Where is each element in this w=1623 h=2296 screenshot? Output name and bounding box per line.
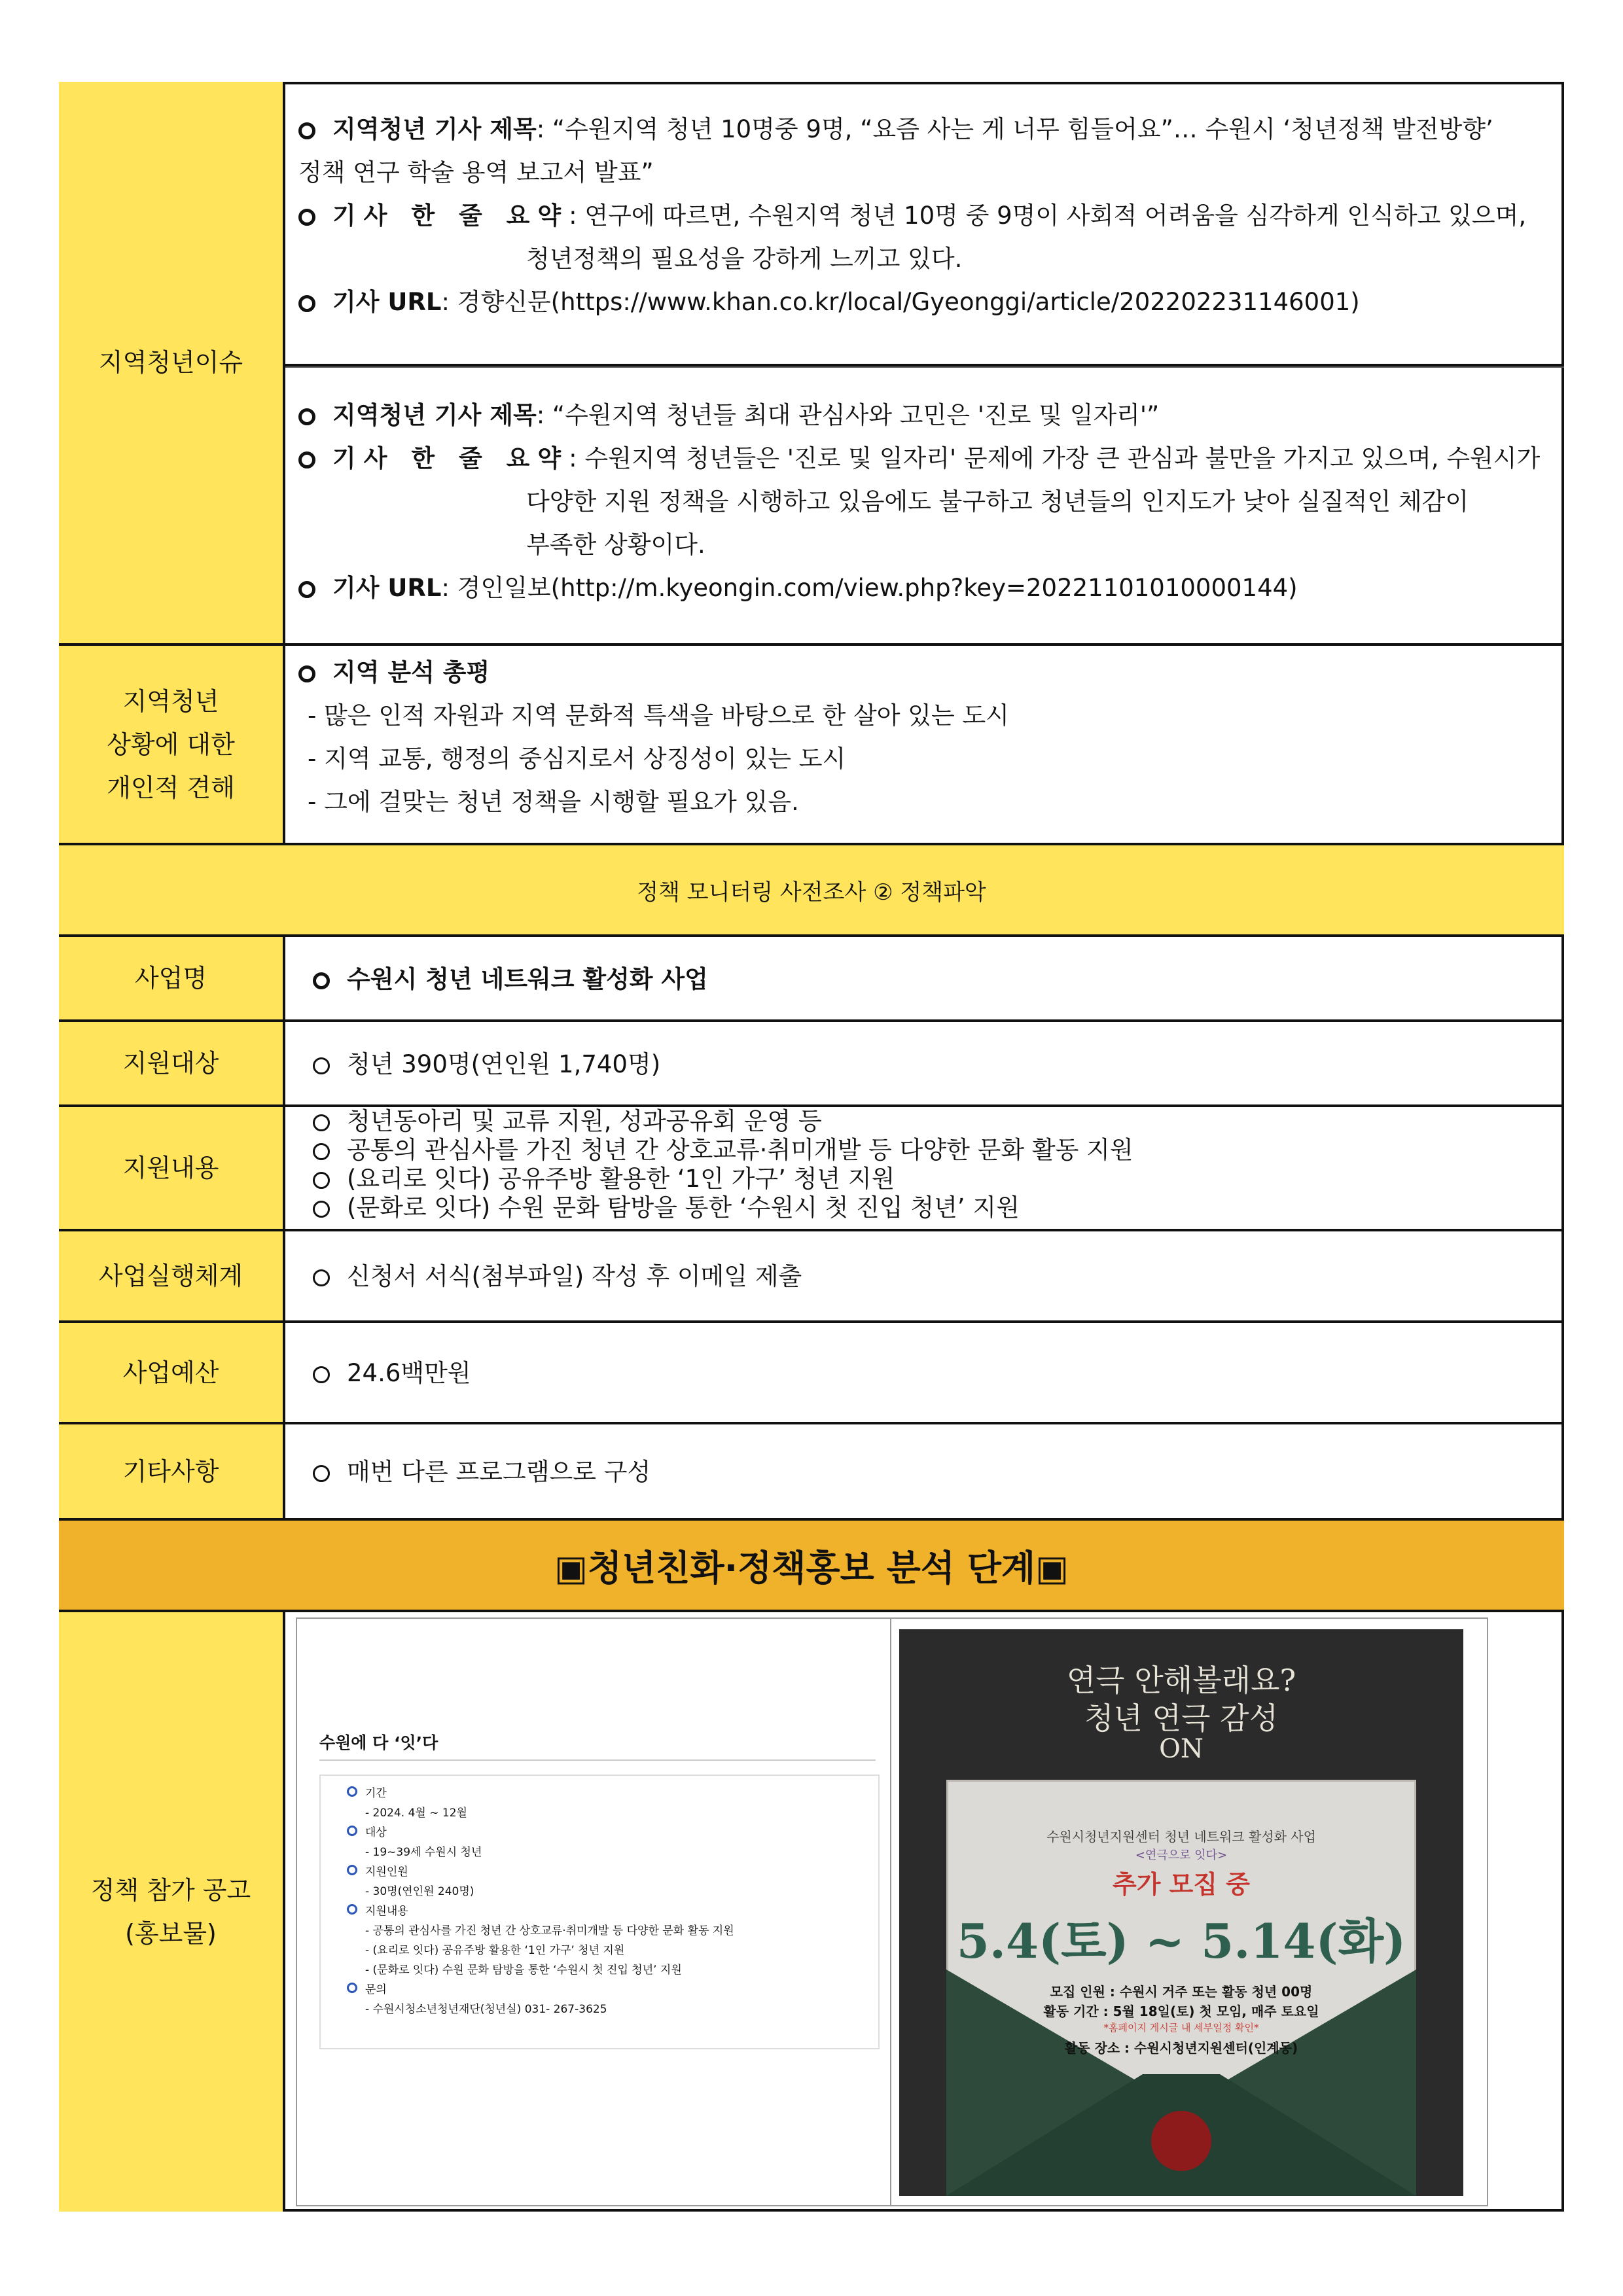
etc-label-cell [59,1424,285,1521]
notice-title: 수원에 다 ‘잇’다 [319,1733,438,1752]
target-label: 지원대상 [122,1049,219,1078]
system-cell [285,1231,1564,1323]
article1-summary-label: 기사 한 줄 요약 [332,202,569,230]
etc-line [313,1451,651,1494]
article1-url-label: 기사 URL [332,288,442,316]
notice-bullet-icon [347,1865,357,1875]
business-name-label-cell [59,937,285,1022]
promo-image-frame [296,1617,1488,2206]
promo-label-line1: 정책 참가 공고 [90,1876,251,1905]
article1-title-line2: 정책 연구 학술 용역 보고서 발표” [298,158,654,186]
content-item [313,1136,1133,1165]
notice-bullet-icon [347,1786,357,1797]
system-value: 신청서 서식(첨부파일) 작성 후 이메일 제출 [347,1262,802,1290]
content-item-text: (요리로 잇다) 공유주방 활용한 ‘1인 가구’ 청년 지원 [347,1165,895,1193]
circle-bullet-icon [313,1143,330,1160]
target-value: 청년 390명(연인원 1,740명) [347,1050,661,1078]
stage-band-title: ▣청년친화·정책홍보 분석 단계▣ [554,1547,1069,1589]
poster-recruit: 추가 모집 중 [1113,1870,1250,1899]
poster-headline2: 청년 연극 감성 [1084,1701,1278,1736]
notice-bullet-icon [347,1826,357,1836]
circle-bullet-icon [298,408,315,425]
business-name-cell [285,937,1564,1022]
opinion-item: - 그에 걸맞는 청년 정책을 시행할 필요가 있음. [308,788,799,816]
promo-label-line2: (홍보물) [125,1919,217,1948]
notice-list [347,1784,734,2019]
notice-box [319,1775,880,2049]
article2-url-label: 기사 URL [332,574,442,602]
notice-item-line: - 19~39세 수원시 청년 [365,1846,482,1859]
circle-bullet-icon [313,1201,330,1218]
notice-item-head [347,1901,734,1921]
content-item [313,1193,1020,1222]
etc-cell [285,1424,1564,1521]
business-name-label: 사업명 [134,964,207,993]
notice-item-line: - 수원시청소년청년재단(청년실) 031- 267-3625 [365,2003,607,2016]
notice-item-head-text: 지원인원 [365,1865,408,1879]
notice-divider [319,1759,876,1761]
notice-bullet-icon [347,1904,357,1915]
content-item-text: 공통의 관심사를 가진 청년 간 상호교류·취미개발 등 다양한 문화 활동 지원 [347,1136,1133,1164]
content-label: 지원내용 [122,1154,219,1182]
notice-item-line: - 공통의 관심사를 가진 청년 간 상호교류·취미개발 등 다양한 문화 활동 지원 [365,1924,734,1937]
opinion-heading-line [298,651,490,694]
notice-item-head-text: 문의 [365,1983,387,1996]
system-line [313,1255,802,1298]
poster-info3: *홈페이지 게시글 내 세부일정 확인* [1103,2022,1259,2034]
issue-label: 지역청년이슈 [98,348,243,377]
etc-label: 기타사항 [122,1457,219,1486]
article1-summary-line2: 청년정책의 필요성을 강하게 느끼고 있다. [526,245,963,273]
issue-label-cell [59,82,285,646]
opinion-label-line3: 개인적 견해 [107,773,235,802]
opinion-cell [285,646,1564,845]
poster-info2: 활동 기간 : 5월 18일(토) 첫 모임, 매주 토요일 [1043,2004,1319,2019]
article2-url-text[interactable]: : 경인일보(http://m.kyeongin.com/view.php?key=20221101010000144) [441,574,1298,602]
poster-dates: 5.4(토) ~ 5.14(화) [956,1913,1406,1969]
poster-org: 수원시청년지원센터 청년 네트워크 활성화 사업 [1046,1829,1316,1845]
business-name-line [313,958,708,1001]
poster-image [899,1629,1463,2196]
article2-summary-line3: 부족한 상황이다. [526,531,705,559]
article2-summary-line2: 다양한 지원 정책을 시행하고 있음에도 불구하고 청년들의 인지도가 낮아 실질적인 체감이 [526,487,1469,516]
promo-label-cell [59,1612,285,2212]
article2-summary-line [298,437,1540,480]
circle-bullet-icon [298,451,315,468]
article2-summary-text: : 수원지역 청년들은 '진로 및 일자리' 문제에 가장 큰 관심과 불만을 가지고 있으며, 수원시가 [569,444,1541,472]
circle-bullet-icon [298,581,315,598]
budget-label: 사업예산 [122,1358,219,1387]
article1-title-line [298,108,1493,151]
circle-bullet-icon [313,1114,330,1131]
poster-info1: 모집 인원 : 수원시 거주 또는 활동 청년 00명 [1050,1984,1313,2000]
circle-bullet-icon [298,209,315,226]
article1-title-text: : “수원지역 청년 10명중 9명, “요즘 사는 게 너무 힘들어요”… 수원시 ‘청년정책 발전방향’ [536,115,1493,143]
notice-item-head-text: 지원내용 [365,1905,408,1918]
content-item-text: (문화로 잇다) 수원 문화 탐방을 통한 ‘수원시 첫 진입 청년’ 지원 [347,1193,1020,1222]
article1-summary-text: : 연구에 따르면, 수원지역 청년 10명 중 9명이 사회적 어려움을 심각하게 인식하고 있으며, [569,202,1527,230]
notice-item-line: - (문화로 잇다) 수원 문화 탐방을 통한 ‘수원시 첫 진입 청년’ 지원 [365,1964,682,1977]
notice-bullet-icon [347,1983,357,1993]
budget-label-cell [59,1323,285,1424]
notice-item-line: - (요리로 잇다) 공유주방 활용한 ‘1인 가구’ 청년 지원 [365,1944,625,1957]
opinion-item: - 지역 교통, 행정의 중심지로서 상징성이 있는 도시 [308,745,846,773]
content-item-text: 청년동아리 및 교류 지원, 성과공유회 운영 등 [347,1107,822,1135]
wax-seal-icon [1151,2111,1211,2171]
notice-item-head [347,1980,734,2000]
business-name-value: 수원시 청년 네트워크 활성화 사업 [347,965,708,993]
target-cell [285,1022,1564,1107]
content-item [313,1107,822,1136]
notice-item-head [347,1823,734,1843]
stage-band [59,1521,1564,1612]
opinion-label-cell [59,646,285,845]
article2-title-label: 지역청년 기사 제목 [332,401,537,429]
circle-bullet-icon [313,1057,330,1074]
article2-title-text: : “수원지역 청년들 최대 관심사와 고민은 '진로 및 일자리'” [536,401,1160,429]
poster-info4: 활동 장소 : 수원시청년지원센터(인계동) [1064,2040,1298,2056]
target-line [313,1043,660,1086]
notice-item-head [347,1862,734,1882]
article1-url-line [298,281,1360,324]
notice-panel [297,1619,891,2205]
notice-item-head [347,1784,734,1803]
circle-bullet-icon [298,665,315,682]
notice-item-head-text: 대상 [365,1826,387,1839]
article1-cell [285,82,1564,366]
circle-bullet-icon [298,295,315,312]
opinion-heading: 지역 분석 총평 [332,658,490,686]
budget-cell [285,1323,1564,1424]
content-label-cell [59,1107,285,1231]
article1-title-label: 지역청년 기사 제목 [332,115,537,143]
notice-item-line: - 2024. 4월 ~ 12월 [365,1807,467,1820]
etc-value: 매번 다른 프로그램으로 구성 [347,1458,651,1486]
poster-headline3: ON [1159,1734,1204,1764]
system-label-cell [59,1231,285,1323]
circle-bullet-icon [313,1269,330,1286]
article2-summary-label: 기사 한 줄 요약 [332,444,569,472]
content-cell [285,1107,1564,1231]
article2-cell [285,366,1564,646]
notice-item-line: - 30명(연인원 240명) [365,1885,474,1898]
content-item [313,1165,895,1193]
system-label: 사업실행체계 [98,1262,243,1290]
circle-bullet-icon [313,1366,330,1383]
monitoring-band-title: 정책 모니터링 사전조사 ② 정책파악 [637,879,986,906]
circle-bullet-icon [313,972,330,989]
budget-line [313,1352,471,1395]
article1-url-text[interactable]: : 경향신문(https://www.khan.co.kr/local/Gyeonggi/article/202202231146001) [441,288,1360,316]
poster-sub: <연극으로 잇다> [1135,1848,1228,1862]
opinion-label-line2: 상황에 대한 [107,730,235,759]
notice-item-head-text: 기간 [365,1787,387,1800]
article2-title-line [298,394,1159,437]
circle-bullet-icon [313,1465,330,1482]
poster-headline1: 연극 안해볼래요? [1066,1663,1296,1698]
opinion-label-line1: 지역청년 [122,686,219,716]
monitoring-band [59,845,1564,937]
circle-bullet-icon [313,1172,330,1189]
circle-bullet-icon [298,122,315,139]
article1-summary-line [298,194,1526,238]
target-label-cell [59,1022,285,1107]
opinion-item: - 많은 인적 자원과 지역 문화적 특색을 바탕으로 한 살아 있는 도시 [308,701,1010,730]
article2-url-line [298,567,1298,610]
budget-value: 24.6백만원 [347,1359,471,1387]
